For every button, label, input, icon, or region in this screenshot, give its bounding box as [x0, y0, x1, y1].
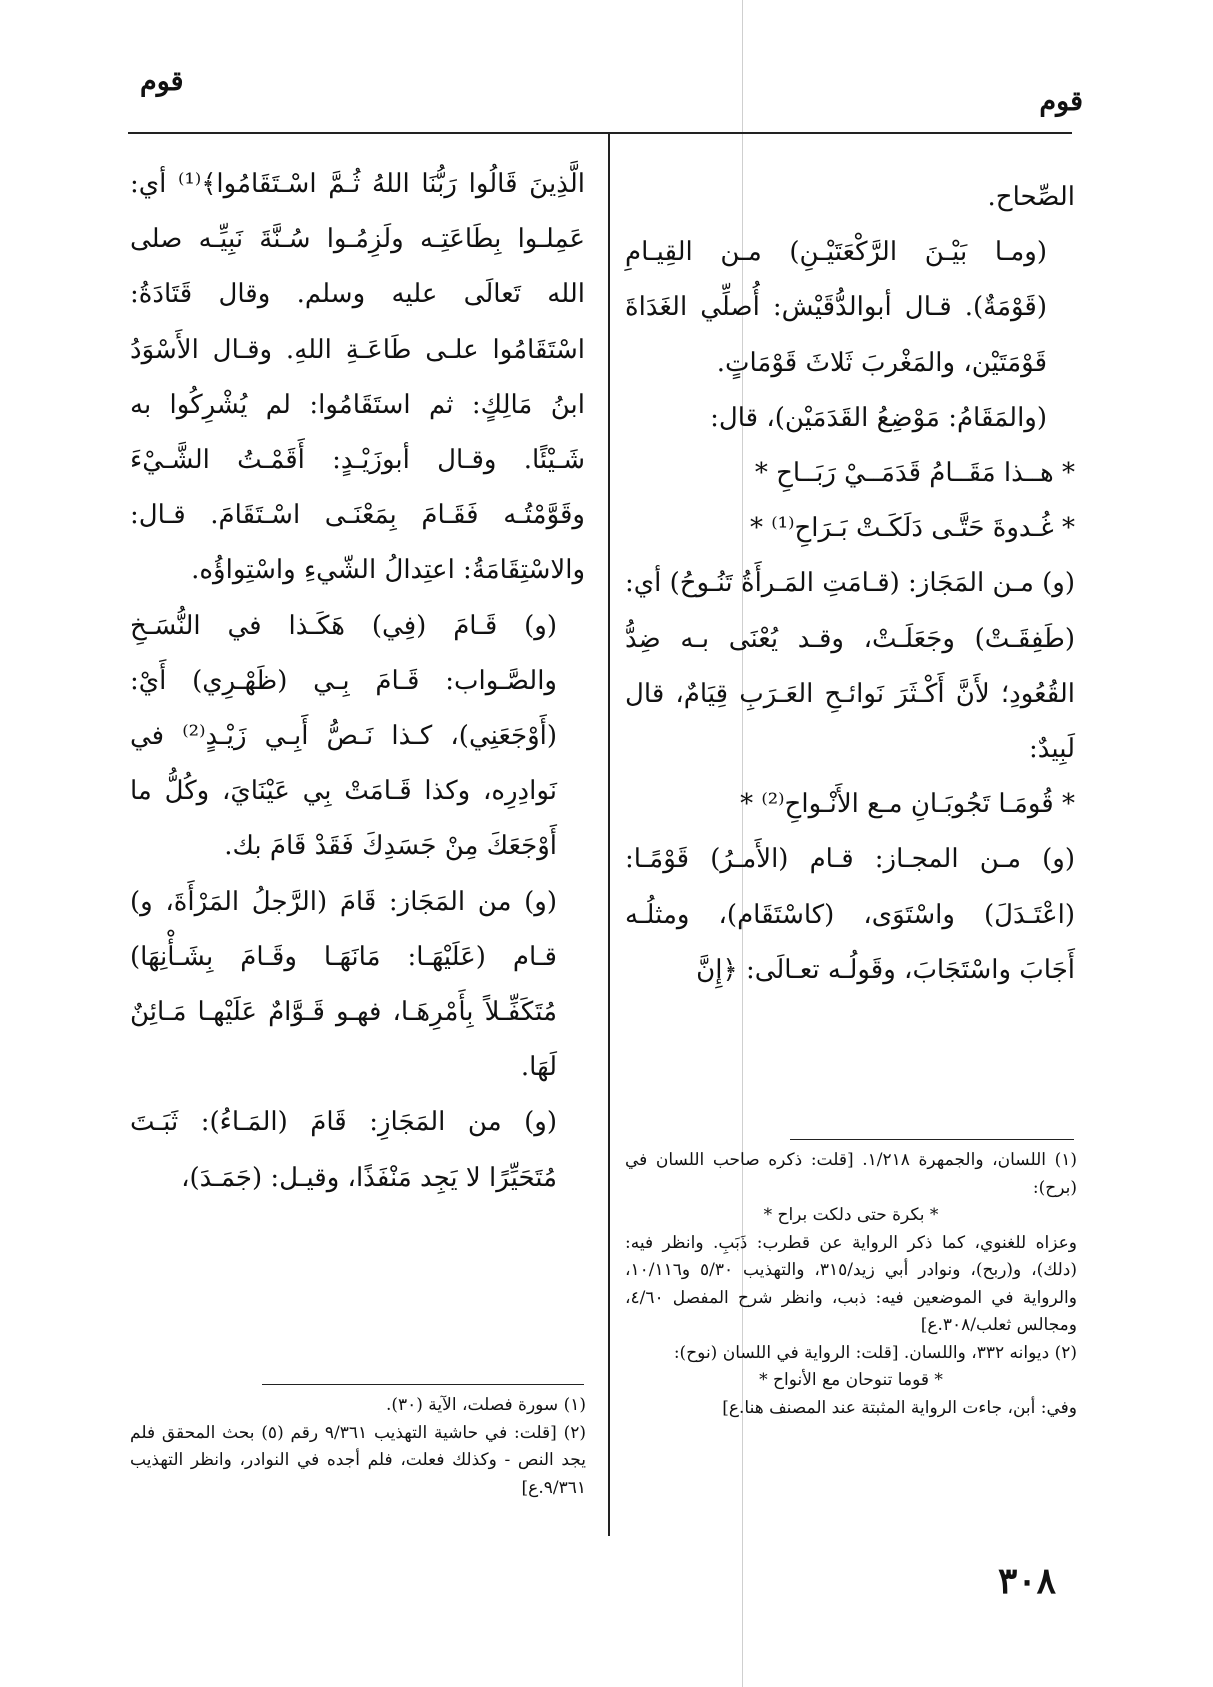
paragraph: الصِّحاح. [987, 182, 1075, 212]
footnote: (١) اللسان، والجمهرة ١/٢١٨. [قلت: ذكره صاحب اللسان في (برح): [625, 1150, 1078, 1198]
left-footnotes [130, 1392, 586, 1502]
footnote-verse: * بكرة حتى دلكت براح * [763, 1205, 939, 1225]
paragraph: (و) من المَجَاز: قَامَ (الرَّجلُ المَرْأَةَ، و) قـام (عَلَيْهَـا: مَانَهَـا وقَـامَ بِشَـأْنِهَا) مُتَكَفِّـلاً بِأَمْرِهَـا، فهـو قَـوَّامٌ عَلَيْهـا مَـائِنٌ لَهَا. [130, 886, 557, 1083]
running-header-left: قوم [140, 66, 184, 97]
paragraph: (و) مـن المَجَاز: (قـامَتِ المَـرأَةُ تَنُـوحُ) أي: (طَفِقَـتْ) وجَعَلَـتْ، وقـد يُعْنَى بـه ضِدُّ القُعُودِ؛ لأَنَّ أَكْـثَرَ نَوائـحِ العَـرَبِ قِيَامٌ، قال لَبِيدٌ: [625, 568, 1075, 765]
footnote-rule-left [262, 1384, 584, 1385]
page-number: ٣٠٨ [998, 1560, 1057, 1602]
paragraph: الَّذِينَ قَالُوا رَبُّنَا اللهُ ثُـمَّ اسْـتَقَامُوا﴾⁽¹⁾ أي: عَمِلـوا بِطَاعَتِـه ولَزِمُـوا سُـنَّةَ نَبِيِّـه صلى الله تَعالَى عليه وسلم. وقال قَتَادَةُ: اسْتَقَامُوا علـى طَاعَـةِ اللهِ. وقـال الأَسْوَدُ ابنُ مَالِكٍ: ثم استَقَامُوا: لم يُشْرِكُوا به شَـيْئًا. وقـال أبوزَيْـدٍ: أَقَمْـتُ الشَّـيْءَ وقَوَّمْتُـه فَقَـامَ بِمَعْنَـى اسْـتَقَامَ. قـال: والاسْتِقَامَةُ: اعتِدالُ الشّيءِ واسْتِواؤُه. [130, 169, 585, 586]
footnote-verse: * قوما تنوحان مع الأنواح * [759, 1370, 943, 1390]
paragraph: (و) من المَجَازِ: قَامَ (المَـاءُ): ثَبَـتَ مُتَحَيِّرًا لا يَجِد مَنْفَذًا، وقيـل: (جَمَـدَ)، [130, 1107, 557, 1193]
footnote: (٢) [قلت: في حاشية التهذيب ٩/٣٦١ رقم (٥) بحث المحقق فلم يجد النص - وكذلك فعلت، فلم أجده في النوادر، وانظر التهذيب ٩/٣٦١.ع] [130, 1422, 586, 1498]
left-column [130, 157, 585, 1206]
verse-line: * قُومَـا تَجُوبَـانِ مـع الأَنْـواحِ⁽²⁾ * [740, 789, 1075, 820]
paragraph: (ومـا بَيْـنَ الرَّكْعَتَيْـنِ) مـن القِيـامِ (قَوْمَةٌ). قـال أبوالدُّقَيْش: أُصلِّي الغَدَاةَ قَوْمَتَيْن، والمَغْربَ ثَلاثَ قَوْمَاتٍ. [625, 237, 1047, 378]
paragraph: (و) مـن المجـاز: قـام (الأَمـرُ) قَوْمًـا: (اعْتَـدَلَ) واسْتَوَى، (كاسْتَقَام)، ومثلُـه أَجَابَ واسْتَجَابَ، وقَولُـه تعـالَى: ﴿إِنَّ [625, 844, 1075, 985]
verse-line: * غُـدوةَ حَتَّـى دَلَكَـتْ بَـرَاحِ⁽¹⁾ * [750, 513, 1075, 544]
footnote-rule-right [790, 1139, 1074, 1140]
header-rule [128, 132, 1072, 134]
footnote: (١) سورة فصلت، الآية (٣٠). [385, 1395, 586, 1415]
right-column [625, 170, 1075, 998]
column-divider [608, 134, 610, 1536]
footnote: (٢) ديوانه ٣٣٢، واللسان. [قلت: الرواية في اللسان (نوح): [673, 1342, 1077, 1363]
verse-line: * هــذا مَقَــامُ قَدَمَــيْ رَبَــاحِ * [754, 458, 1075, 489]
paragraph: (والمَقَامُ: مَوْضِعُ القَدَمَيْن)، قال: [710, 402, 1047, 433]
paragraph: (و) قَـامَ (فِي) هَكَـذا في النُّسَـخِ والصَّـواب: قَـامَ بِـي (ظَهْـرِي) أَيْ: (أَوْجَعَنِي)، كـذا نَـصُّ أَبِـي زَيْـدٍ⁽²⁾ في نَوادِرِه، وكذا قَـامَتْ بِي عَيْنَايَ، وكُلُّ ما أَوْجَعَكَ مِنْ جَسَدِكَ فَقَدْ قَامَ بك. [130, 610, 558, 862]
right-footnotes [625, 1147, 1077, 1422]
footnote: وفي: أبن، جاءت الرواية المثبتة عند المصنف هنا.ع] [722, 1397, 1077, 1418]
running-header-right: قوم [1039, 86, 1083, 117]
footnote: وعزاه للغنوي، كما ذكر الرواية عن قطرب: ذَبَبِ. وانظر فيه: (دلك)، و(ربح)، ونوادر أبي زيد/٣١٥، والتهذيب ٥/٣٠ و١٠/١١٦، والرواية في الموضعين فيه: ذبب، وانظر شرح المفصل ٤/٦٠، ومجالس ثعلب/٣٠٨.ع] [625, 1232, 1077, 1335]
